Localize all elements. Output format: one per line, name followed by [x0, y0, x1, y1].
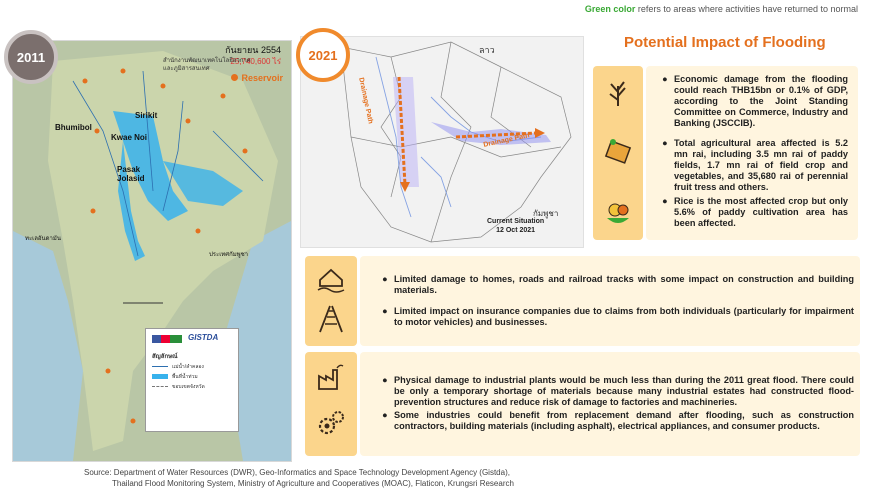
- gistda-logo: GISTDA: [188, 333, 219, 342]
- andaman-label: ทะเลอันดามัน: [25, 236, 61, 242]
- map-2011-institution: สำนักงานพัฒนาเทคโนโลยีอวกาศ และภูมิสารสนเทศ: [163, 58, 251, 72]
- cambodia-label: กัมพูชา: [533, 209, 559, 218]
- legend-row-river: แม่น้ำ/ลำคลอง: [152, 363, 204, 371]
- reservoir-legend: Reservoir: [231, 73, 283, 83]
- map-2011-subtitle: 25,740,600 ไร่: [230, 57, 281, 66]
- block1-icon-column: [593, 66, 643, 240]
- green-color-note: Green color refers to areas where activities have returned to normal: [584, 4, 858, 14]
- factory-icon: [316, 362, 346, 392]
- block1-bullet-3: ● Rice is the most affected crop but only 5.6% of paddy cultivation area has been affected.: [662, 196, 848, 228]
- reservoir-dot-icon: [231, 74, 238, 81]
- block3-panel: [360, 352, 860, 456]
- source-note: Source: Department of Water Resources (DWR), Geo-Informatics and Space Technology Development Agency (Gistda), Thailand Flood Monitoring System, Ministry of Agriculture and Cooperatives (MOAC), Flaticon, Krungsri Research: [84, 468, 514, 488]
- impact-title: Potential Impact of Flooding: [624, 34, 826, 51]
- block1-bullet-2: ● Total agricultural area affected is 5.2 mn rai, including 3.5 mn rai of paddy fields, 1.7 mn rai of field crop and vegetables, and 35,680 rai of perennial fruit tress and others.: [662, 138, 848, 192]
- agency-logo: [152, 335, 182, 343]
- map-2011-title: กันยายน 2554: [225, 45, 281, 55]
- badge-2011: 2011: [4, 30, 58, 84]
- block3-icon-column: [305, 352, 357, 456]
- block2-bullet-1: ● Limited damage to homes, roads and railroad tracks with some impact on construction and building materials.: [382, 274, 854, 295]
- dam-label-pasak: Pasak Jolasid: [117, 165, 145, 183]
- road-rail-icon: [316, 304, 346, 334]
- drainage-path-horizontal: Drainage Path: [482, 132, 531, 149]
- field-crop-icon: [603, 136, 633, 166]
- map-legend: GISTDA สัญลักษณ์ แม่น้ำ/ลำคลอง พื้นที่น้ำท่วม ขอบเขตจังหวัด: [145, 328, 239, 432]
- dam-label-kwae-noi: Kwae Noi: [111, 133, 148, 142]
- current-situation-caption: Current Situation 12 Oct 2021: [487, 218, 545, 234]
- laos-label: ลาว: [479, 45, 495, 55]
- fruit-icon: [603, 196, 633, 226]
- block2-bullet-2: ● Limited impact on insurance companies due to claims from both individuals (particularly for impairment to motor vehicles) and businesses.: [382, 306, 854, 327]
- badge-2021: 2021: [296, 28, 350, 82]
- flood-map-2011: [12, 40, 292, 462]
- block1-bullet-1: ● Economic damage from the flooding could reach THB15bn or 0.1% of GDP, according to the Joint Standing Committee on Commerce, Industry and Banking (JSCCIB).: [662, 74, 848, 128]
- block2-panel: [360, 256, 860, 346]
- gears-icon: [316, 408, 346, 438]
- cambodia-label-2011: ประเทศกัมพูชา: [209, 252, 249, 258]
- legend-row-border: ขอบเขตจังหวัด: [152, 383, 205, 391]
- dam-label-sirikit: Sirikit: [135, 111, 158, 120]
- legend-row-flood: พื้นที่น้ำท่วม: [152, 373, 198, 381]
- block3-bullet-1: ● Physical damage to industrial plants would be much less than during the 2011 great flood. There could be only a temporary shortage of materials because many industrial estates had constructed flood-prevention structures and reduce risk of damage to factories and machineries.: [382, 375, 854, 407]
- drainage-path-vertical: Drainage Path: [357, 77, 374, 125]
- dam-label-bhumibol: Bhumibol: [55, 123, 92, 132]
- rice-plant-icon: [603, 78, 633, 108]
- block3-bullet-2: ● Some industries could benefit from replacement demand after flooding, such as construction contractors, building materials (including asphalt), electrical appliances, and consumer products.: [382, 410, 854, 431]
- block1-panel: [646, 66, 858, 240]
- block2-icon-column: [305, 256, 357, 346]
- flooded-house-icon: [316, 264, 346, 294]
